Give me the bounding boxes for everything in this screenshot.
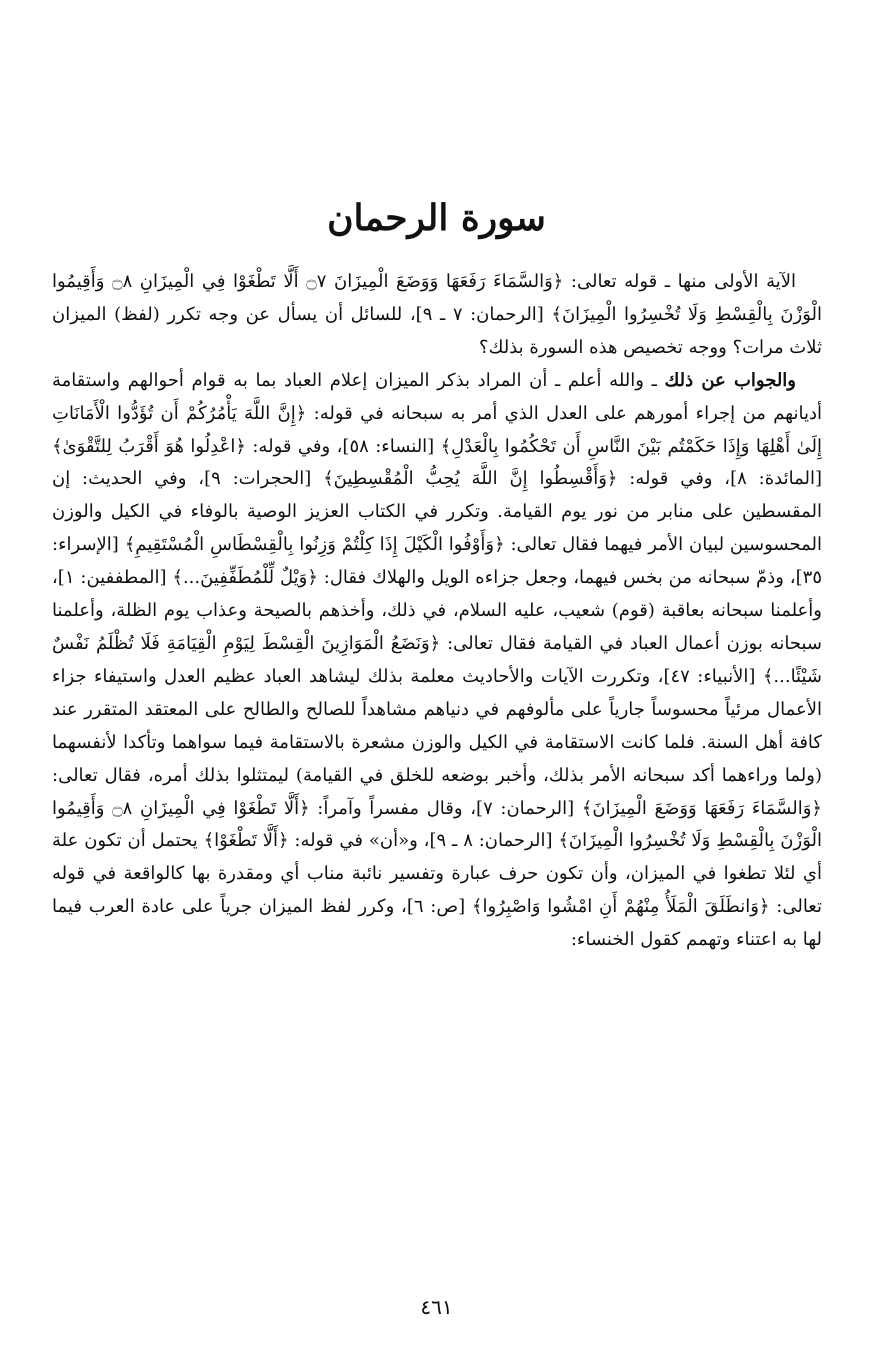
page-number: ٤٦١ — [420, 1295, 453, 1319]
surah-title: سورة الرحمان — [327, 197, 546, 239]
answer-lead: والجواب عن ذلك — [664, 369, 796, 391]
paragraph-answer — [52, 365, 822, 957]
body-text — [52, 266, 822, 957]
answer-text: ـ والله أعلم ـ أن المراد بذكر الميزان إعلام العباد بما به قوام أحوالهم واستقامة أديانهم من إجراء أمورهم على العدل الذي أمر به سبحانه في قوله: ﴿إِنَّ اللَّهَ يَأْمُرُكُمْ أَن تُؤَدُّوا الْأَمَانَاتِ إِلَىٰ أَهْلِهَا وَإِذَا حَكَمْتُم بَيْنَ النَّاسِ أَن تَحْكُمُوا بِالْعَدْلِ﴾ [النساء: ٥٨]، وفي قوله: ﴿اعْدِلُوا هُوَ أَقْرَبُ لِلتَّقْوَىٰ﴾ [المائدة: ٨]، وفي قوله: ﴿وَأَقْسِطُوا إِنَّ اللَّهَ يُحِبُّ الْمُقْسِطِينَ﴾ [الحجرات: ٩]، وفي الحديث: إن المقسطين على منابر من نور يوم القيامة. وتكرر في الكتاب العزيز الوصية بالوفاء في الكيل والوزن المحسوسين لبيان الأمر فيهما فقال تعالى: ﴿وَأَوْفُوا الْكَيْلَ إِذَا كِلْتُمْ وَزِنُوا بِالْقِسْطَاسِ الْمُسْتَقِيمِ﴾ [الإسراء: ٣٥]، وذمّ سبحانه من بخس فيهما، وجعل جزاءه الويل والهلاك فقال: ﴿وَيْلٌ لِّلْمُطَفِّفِينَ...﴾ [المطففين: ١]، وأعلمنا سبحانه بعاقبة (قوم) شعيب، عليه السلام، في ذلك، وأخذهم بالصيحة وعذاب يوم الظلة، وأعلمنا سبحانه بوزن أعمال العباد في القيامة فقال تعالى: ﴿وَنَضَعُ الْمَوَازِينَ الْقِسْطَ لِيَوْمِ الْقِيَامَةِ فَلَا تُظْلَمُ نَفْسٌ شَيْئًا...﴾ [الأنبياء: ٤٧]، وتكررت الآيات والأحاديث معلمة بذلك ليشاهد العباد عظيم العدل واستيفاء جزاء الأعمال مرئياً محسوساً جارياً على مألوفهم في دنياهم مشاهداً للصالح والطالح على المعتقد المتقرر عند كافة أهل السنة. فلما كانت الاستقامة في الكيل والوزن مشعرة بالاستقامة فيما سواهما وتأكدا لأنفسهما (ولما وراءهما أكد سبحانه الأمر بذلك، وأخبر بوضعه للخلق في القيامة) ليمتثلوا بذلك أمره، فقال تعالى: ﴿وَالسَّمَاءَ رَفَعَهَا وَوَضَعَ الْمِيزَانَ﴾ [الرحمان: ٧]، وقال مفسراً وآمراً: ﴿أَلَّا تَطْغَوْا فِي الْمِيزَانِ ۝٨ وَأَقِيمُوا الْوَزْنَ بِالْقِسْطِ وَلَا تُخْسِرُوا الْمِيزَانَ﴾ [الرحمان: ٨ ـ ٩]، و«أن» في قوله: ﴿أَلَّا تَطْغَوْا﴾ يحتمل أن تكون علة أي لئلا تطغوا في الميزان، وأن تكون حرف عبارة وتفسير نائبة مناب أي ومقدرة بها كالواقعة في قوله تعالى: ﴿وَانطَلَقَ الْمَلَأُ مِنْهُمْ أَنِ امْشُوا وَاصْبِرُوا﴾ [ص: ٦]، وكرر لفظ الميزان جرياً على عادة العرب فيما لها به اعتناء وتهمم كقول الخنساء: — [52, 369, 822, 951]
paragraph-question: الآية الأولى منها ـ قوله تعالى: ﴿وَالسَّمَاءَ رَفَعَهَا وَوَضَعَ الْمِيزَانَ ۝٧ أَلَّا تَطْغَوْا فِي الْمِيزَانِ ۝٨ وَأَقِيمُوا الْوَزْنَ بِالْقِسْطِ وَلَا تُخْسِرُوا الْمِيزَانَ﴾ [الرحمان: ٧ ـ ٩]، للسائل أن يسأل عن وجه تكرر (لفظ) الميزان ثلاث مرات؟ ووجه تخصيص هذه السورة بذلك؟ — [52, 271, 822, 358]
